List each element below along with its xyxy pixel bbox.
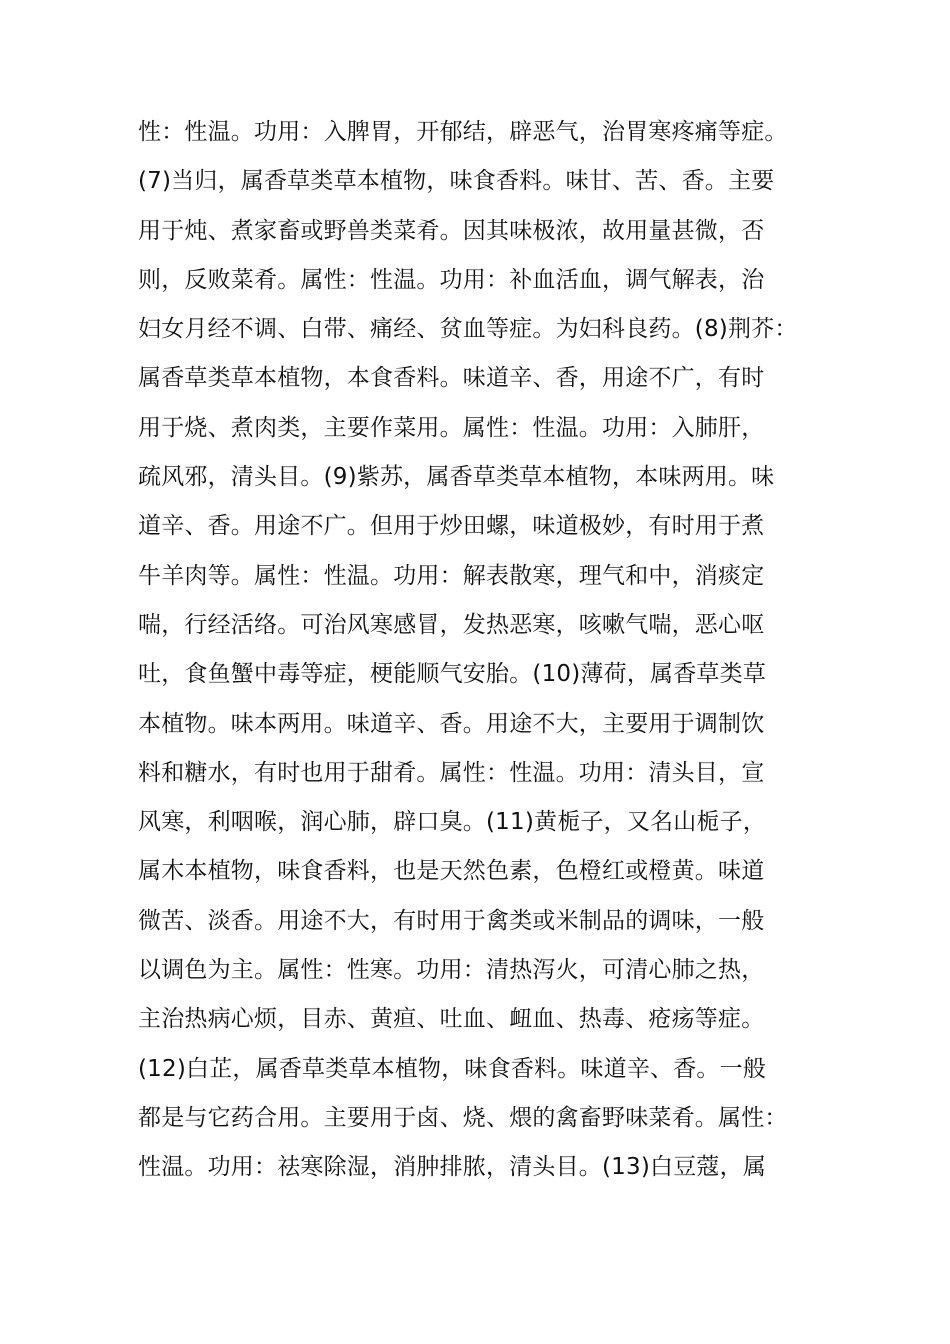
text-line: 属木本植物，味食香料，也是天然色素，色橙红或橙黄。味道 [138, 858, 765, 885]
text-line: 用于炖、煮家畜或野兽类菜肴。因其味极浓，故用量甚微，否 [138, 217, 765, 244]
body-text [138, 108, 828, 1193]
text-line: 道辛、香。用途不广。但用于炒田螺，味道极妙，有时用于煮 [138, 513, 765, 540]
text-line: 喘，行经活络。可治风寒感冒，发热恶寒，咳嗽气喘，恶心呕 [138, 611, 765, 638]
text-line: 疏风邪，清头目。(9)紫苏，属香草类草本植物，本味两用。味 [138, 464, 775, 491]
text-line: 主治热病心烦，目赤、黄疸、吐血、衄血、热毒、疮疡等症。 [138, 1006, 765, 1033]
text-line: 性：性温。功用：入脾胃，开郁结，辟恶气，治胃寒疼痛等症。 [138, 119, 788, 145]
text-line: 以调色为主。属性：性寒。功用：清热泻火，可清心肺之热， [138, 957, 765, 984]
text-line: (12)白芷，属香草类草本植物，味食香料。味道辛、香。一般 [138, 1055, 767, 1082]
text-line: 料和糖水，有时也用于甜肴。属性：性温。功用：清头目，宣 [138, 759, 765, 786]
text-line: 属香草类草本植物，本食香料。味道辛、香，用途不广，有时 [138, 365, 765, 392]
text-line: 则，反败菜肴。属性：性温。功用：补血活血，调气解表，治 [138, 266, 765, 293]
text-line: 性温。功用：祛寒除湿，消肿排脓，清头目。(13)白豆蔻，属 [138, 1154, 767, 1181]
text-line: 风寒，利咽喉，润心肺，辟口臭。(11)黄栀子，又名山栀子， [138, 809, 767, 836]
text-line: 牛羊肉等。属性：性温。功用：解表散寒，理气和中，消痰定 [138, 562, 765, 589]
text-line: 妇女月经不调、白带、痛经、贫血等症。为妇科良药。(8)荆芥： [138, 316, 798, 343]
text-line: 都是与它药合用。主要用于卤、烧、煨的禽畜野味菜肴。属性： [138, 1104, 788, 1131]
text-line: 吐，食鱼蟹中毒等症，梗能顺气安胎。(10)薄荷，属香草类草 [138, 661, 767, 688]
text-line: 微苦、淡香。用途不大，有时用于禽类或米制品的调味，一般 [138, 907, 765, 934]
text-line: 本植物。味本两用。味道辛、香。用途不大，主要用于调制饮 [138, 710, 765, 737]
text-line: 用于烧、煮肉类，主要作菜用。属性：性温。功用：入肺肝， [138, 414, 765, 441]
text-line: (7)当归，属香草类草本植物，味食香料。味甘、苦、香。主要 [138, 168, 775, 195]
